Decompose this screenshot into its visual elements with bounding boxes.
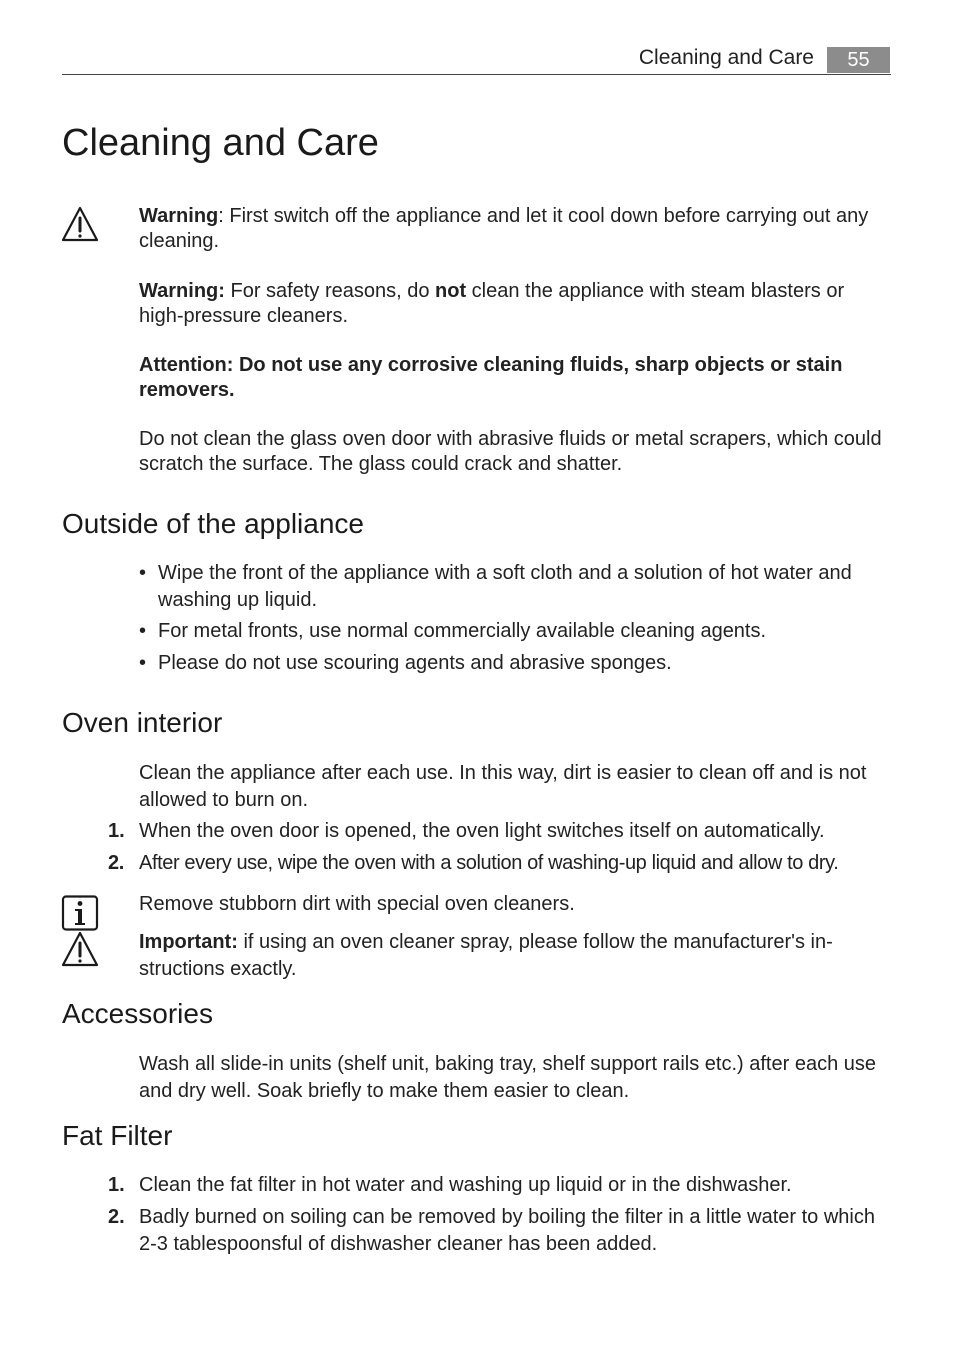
accessories-heading: Accessories (62, 998, 213, 1029)
warning-2-not: not (435, 280, 467, 302)
fat-step-1-number: 1. (108, 1174, 125, 1196)
fat-step-2-number: 2. (108, 1206, 125, 1228)
oven-interior-heading: Oven interior (62, 707, 223, 738)
warning-2-text-b: clean the appliance with steam blasters or high-pressure cleaners. (139, 280, 845, 327)
outside-bullet-3 (139, 650, 891, 677)
fat-step-2-text: Badly burned on soiling can be removed by boiling the filter in a little water to which 2-3 tablespoonsful of dishwasher cleaner has been added. (139, 1206, 875, 1255)
oven-step-1 (108, 818, 891, 845)
accessories-text: Wash all slide-in units (shelf unit, baking tray, shelf support rails etc.) after each use and dry well. Soak briefly to make them easier to clean. (139, 1053, 877, 1102)
page-number: 55 (827, 47, 890, 73)
info-icon (61, 895, 99, 931)
warning-1-label: Warning (139, 205, 219, 227)
fat-step-2 (108, 1204, 891, 1258)
oven-step-1-number: 1. (108, 820, 125, 842)
warning-1-text: : First switch off the appliance and let it cool down before carrying out any cleaning. (139, 205, 869, 252)
warning-triangle-icon (61, 206, 99, 242)
warning-2-label: Warning: (139, 280, 225, 302)
outside-heading: Outside of the appliance (62, 508, 364, 539)
outside-bullet-2 (139, 618, 891, 645)
glass-door-note: Do not clean the glass oven door with abrasive fluids or metal scrapers, which could scratch the surface. The glass could crack and shatter. (139, 428, 882, 475)
fat-filter-heading: Fat Filter (62, 1120, 173, 1151)
bullet-dot: • (139, 652, 147, 674)
oven-step-2-number: 2. (108, 852, 124, 874)
important-label: Important: (139, 931, 238, 953)
running-header: Cleaning and Care (638, 46, 814, 69)
outside-bullet-2-text: For metal fronts, use normal commercially available cleaning agents. (158, 620, 767, 642)
warning-triangle-icon (61, 931, 99, 967)
warning-1 (139, 204, 891, 254)
warning-2-text-a: For safety reasons, do (224, 280, 436, 302)
outside-bullet-1-text: Wipe the front of the appliance with a soft cloth and a solution of hot water and washing up liquid. (158, 562, 852, 611)
oven-interior-intro: Clean the appliance after each use. In this way, dirt is easier to clean off and is not allowed to burn on. (139, 762, 867, 811)
page-title: Cleaning and Care (62, 122, 379, 164)
bullet-dot: • (139, 562, 147, 584)
outside-bullet-1 (139, 560, 891, 614)
oven-step-1-text: When the oven door is opened, the oven light switches itself on automatically. (139, 820, 825, 842)
attention-note: Attention: Do not use any corrosive cleaning fluids, sharp objects or stain removers. (139, 354, 843, 401)
oven-step-2 (108, 850, 891, 877)
oven-step-2-text: After every use, wipe the oven with a solution of washing-up liquid and allow to dry. (139, 852, 839, 874)
fat-step-1-text: Clean the fat filter in hot water and washing up liquid or in the dishwasher. (139, 1174, 792, 1196)
bullet-dot: • (139, 620, 147, 642)
outside-bullet-3-text: Please do not use scouring agents and abrasive sponges. (158, 652, 672, 674)
header-rule (62, 74, 891, 75)
warning-2 (139, 279, 891, 329)
important-text: if using an oven cleaner spray, please follow the manufacturer's in-structions exactly. (139, 931, 833, 980)
important-note (139, 929, 891, 983)
info-note: Remove stubborn dirt with special oven cleaners. (139, 893, 575, 915)
fat-step-1 (108, 1172, 891, 1199)
